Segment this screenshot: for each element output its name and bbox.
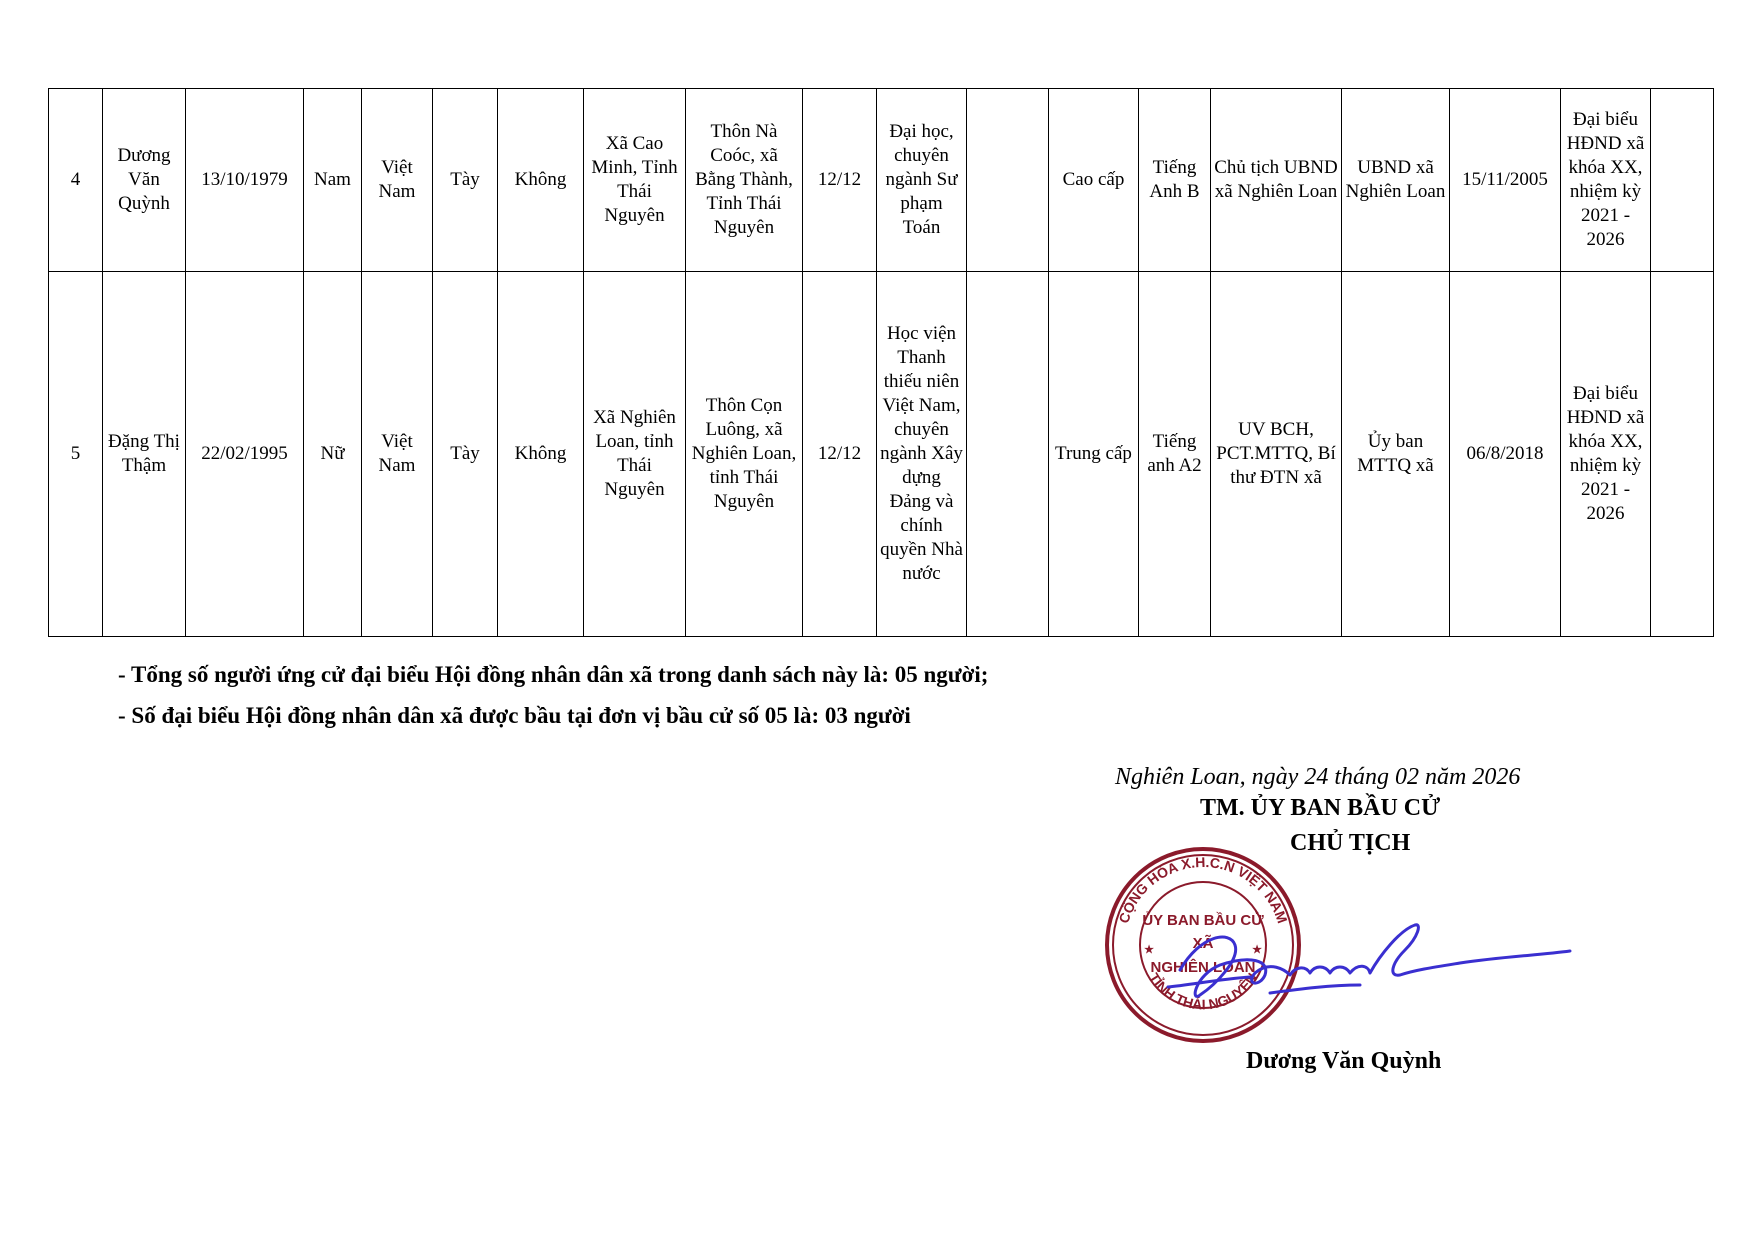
cell-workplace: UBND xã Nghiên Loan: [1342, 89, 1450, 272]
cell-academic-degree: [967, 89, 1049, 272]
cell-gender: Nam: [304, 89, 362, 272]
svg-text:NGHIÊN LOAN: NGHIÊN LOAN: [1150, 959, 1256, 976]
cell-dob: 13/10/1979: [186, 89, 304, 272]
cell-hometown: Xã Nghiên Loan, tỉnh Thái Nguyên: [584, 272, 686, 637]
signer-name: Dương Văn Quỳnh: [1246, 1048, 1442, 1074]
cell-specialization: Đại học, chuyên ngành Sư phạm Toán: [877, 89, 967, 272]
svg-text:★: ★: [1144, 944, 1154, 956]
cell-nationality: Việt Nam: [362, 272, 433, 637]
cell-hometown: Xã Cao Minh, Tỉnh Thái Nguyên: [584, 89, 686, 272]
cell-stt: 5: [49, 272, 103, 637]
cell-dob: 22/02/1995: [186, 272, 304, 637]
cell-extra: [1651, 89, 1714, 272]
cell-party-date: 15/11/2005: [1450, 89, 1561, 272]
svg-text:XÃ: XÃ: [1192, 935, 1214, 952]
cell-hdnd-delegate: Đại biểu HĐND xã khóa XX, nhiệm kỳ 2021 - 2026: [1561, 89, 1651, 272]
cell-specialization: Học viện Thanh thiếu niên Việt Nam, chuyên ngành Xây dựng Đảng và chính quyền Nhà nước: [877, 272, 967, 637]
handwritten-signature: [1160, 915, 1580, 1010]
cell-position: UV BCH, PCT.MTTQ, Bí thư ĐTN xã: [1211, 272, 1342, 637]
cell-name: Dương Văn Quỳnh: [103, 89, 186, 272]
table-row: [49, 272, 1714, 637]
cell-hdnd-delegate: Đại biểu HĐND xã khóa XX, nhiệm kỳ 2021 - 2026: [1561, 272, 1651, 637]
cell-political-theory: Trung cấp: [1049, 272, 1139, 637]
signer-title: CHỦ TỊCH: [1290, 830, 1411, 856]
cell-position: Chủ tịch UBND xã Nghiên Loan: [1211, 89, 1342, 272]
cell-general-education: 12/12: [803, 272, 877, 637]
place-date: Nghiên Loan, ngày 24 tháng 02 năm 2026: [1115, 764, 1521, 790]
svg-text:CỘNG HÒA X.H.C.N VIỆT NAM: CỘNG HÒA X.H.C.N VIỆT NAM: [1115, 853, 1291, 926]
cell-foreign-language: Tiếng anh A2: [1139, 272, 1211, 637]
summary-elected-count: - Số đại biểu Hội đồng nhân dân xã được bầu tại đơn vị bầu cử số 05 là: 03 người: [118, 703, 911, 728]
cell-name: Đặng Thị Thậm: [103, 272, 186, 637]
cell-religion: Không: [498, 272, 584, 637]
cell-residence: Thôn Nà Coóc, xã Bằng Thành, Tỉnh Thái Nguyên: [686, 89, 803, 272]
cell-academic-degree: [967, 272, 1049, 637]
cell-extra: [1651, 272, 1714, 637]
svg-text:ỦY BAN BẦU CỬ: ỦY BAN BẦU CỬ: [1142, 912, 1264, 929]
cell-party-date: 06/8/2018: [1450, 272, 1561, 637]
svg-text:★: ★: [1252, 944, 1262, 956]
cell-residence: Thôn Cọn Luông, xã Nghiên Loan, tỉnh Thái Nguyên: [686, 272, 803, 637]
cell-workplace: Ủy ban MTTQ xã: [1342, 272, 1450, 637]
summary-total-candidates: - Tổng số người ứng cử đại biểu Hội đồng nhân dân xã trong danh sách này là: 05 người;: [118, 662, 989, 687]
cell-ethnicity: Tày: [433, 272, 498, 637]
cell-general-education: 12/12: [803, 89, 877, 272]
cell-stt: 4: [49, 89, 103, 272]
candidate-table: [48, 88, 1714, 637]
svg-text:TỈNH THÁI NGUYÊN: TỈNH THÁI NGUYÊN: [1145, 969, 1261, 1013]
cell-political-theory: Cao cấp: [1049, 89, 1139, 272]
cell-nationality: Việt Nam: [362, 89, 433, 272]
cell-religion: Không: [498, 89, 584, 272]
cell-ethnicity: Tày: [433, 89, 498, 272]
table-row: [49, 89, 1714, 272]
cell-gender: Nữ: [304, 272, 362, 637]
cell-foreign-language: Tiếng Anh B: [1139, 89, 1211, 272]
signing-organization: TM. ỦY BAN BẦU CỬ: [1200, 795, 1441, 821]
